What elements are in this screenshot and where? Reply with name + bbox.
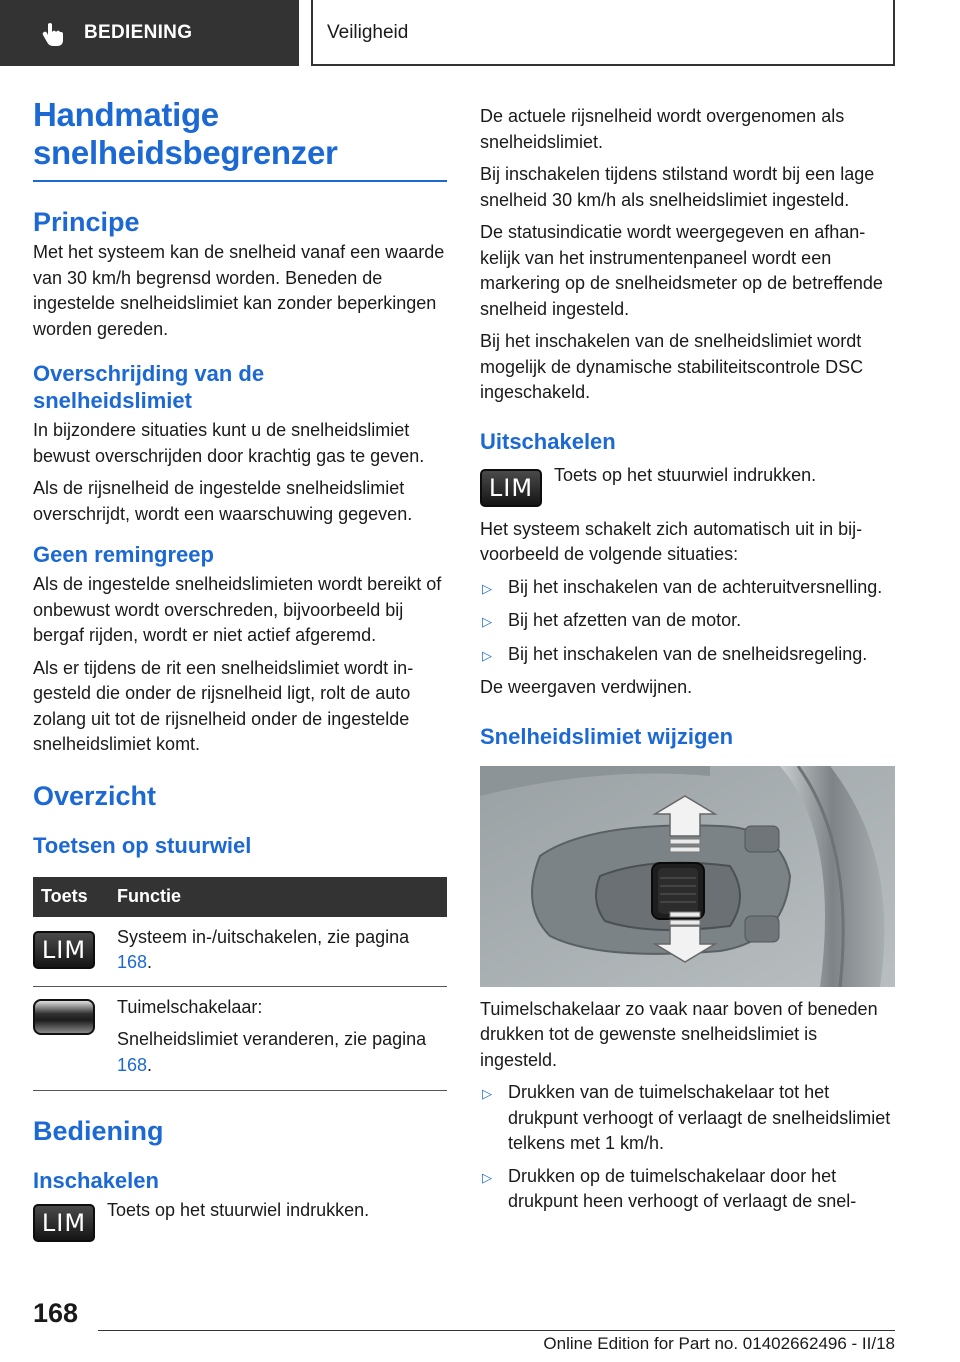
exceed-heading: Overschrijding van de snelheidslimiet xyxy=(33,361,265,413)
list-item: ▷ Bij het afzetten van de motor. xyxy=(480,608,895,635)
row2-text: Snelheidslimiet veranderen, zie pagina xyxy=(117,1029,427,1049)
buttons-table xyxy=(33,877,447,1092)
enable-text: Toets op het stuurwiel indrukken. xyxy=(107,1200,370,1220)
principle-heading: Principe xyxy=(33,207,140,237)
right-p3: De statusindicatie wordt weergegeven en afhankelijk van het instrumentenpaneel wordt een markering op de snelheidsmeter op de betreffende snelheid ingesteld. xyxy=(480,222,883,319)
page-number: 168 xyxy=(33,1298,79,1328)
nobrake-text-1: Als de ingestelde snelheidslimieten wordt bereikt of onbewust wordt overschreden, bijvoorbeeld bij bergaf rijden, wordt er niet actief afgeremd. xyxy=(33,574,442,645)
disable-row xyxy=(480,463,895,507)
bullet-triangle-icon: ▷ xyxy=(482,614,492,629)
page-header xyxy=(0,0,960,66)
page-title: Handmatige snelheidsbegrenzer xyxy=(33,96,338,171)
subsection-tab xyxy=(311,0,895,66)
auto-off-list xyxy=(480,575,895,669)
subsection-label: Veiligheid xyxy=(327,22,409,43)
table-row: LIM Systeem in-/uitschakelen, zie pagina 168. xyxy=(33,917,447,987)
hand-pointer-icon xyxy=(42,22,64,46)
change-heading: Snelheidslimiet wijzigen xyxy=(480,723,734,749)
bullet-triangle-icon: ▷ xyxy=(482,647,492,663)
buttons-heading: Toetsen op stuurwiel xyxy=(33,832,252,858)
right-p4: Bij het inschakelen van de snelheidslimiet wordt mogelijk de dynamische stabiliteitscontrole DSC ingeschakeld. xyxy=(480,331,864,402)
section-tab xyxy=(0,0,299,66)
section-label: BEDIENING xyxy=(84,22,193,43)
enable-heading: Inschakelen xyxy=(33,1168,159,1193)
lim-button-icon: LIM xyxy=(480,469,542,507)
lim-button-icon: LIM xyxy=(33,931,95,969)
steering-wheel-figure xyxy=(480,766,895,987)
enable-row xyxy=(33,1198,447,1242)
exceed-text-1: In bijzondere situaties kunt u de snelheidslimiet bewust overschrijden door krachtig gas te geven. xyxy=(33,420,425,466)
edition-text: Online Edition for Part no. 01402662496 - II/18 xyxy=(543,1334,895,1353)
right-p2: Bij inschakelen tijdens stilstand wordt bij een lage snelheid 30 km/h als snelheidslimiet ingesteld. xyxy=(480,164,875,210)
disable-text: Toets op het stuurwiel indrukken. xyxy=(554,464,817,485)
footer-rule xyxy=(98,1330,895,1331)
col-function-header: Functie xyxy=(117,886,182,906)
list-item: ▷ Drukken van de tuimelschakelaar tot het drukpunt verhoogt of verlaagt de snelheidslimiet telkens met 1 km/h. xyxy=(480,1080,895,1157)
list-item: ▷ Bij het inschakelen van de achteruitversnelling. xyxy=(480,575,895,602)
overview-heading: Overzicht xyxy=(33,780,157,811)
left-column xyxy=(33,96,447,1242)
right-column xyxy=(480,104,895,1215)
row1-text: Systeem in-/uitschakelen, zie pagina xyxy=(117,926,410,947)
rocker-switch-icon xyxy=(33,999,95,1035)
bullet-triangle-icon: ▷ xyxy=(482,1086,492,1101)
bullet-triangle-icon: ▷ xyxy=(482,580,492,596)
principle-text: Met het systeem kan de snelheid vanaf een waarde van 30 km/h begrensd worden. Beneden de ingestelde snelheidslimiet kan zonder beperkingen worden gereden. xyxy=(33,242,445,339)
table-header xyxy=(33,877,447,917)
nobrake-text-2: Als er tijdens de rit een snelheidslimiet wordt ingesteld die onder de rijsnelheid ligt, rolt de auto zolang uit tot de rijsnelheid onder de ingestelde snelheidslimiet komt. xyxy=(33,657,414,754)
row2-page-link[interactable]: 168 xyxy=(117,1054,148,1075)
disable-heading: Uitschakelen xyxy=(480,428,616,454)
nobrake-heading: Geen remingreep xyxy=(33,542,214,567)
operation-heading: Bediening xyxy=(33,1116,164,1146)
row2-line1: Tuimelschakelaar: xyxy=(117,996,263,1017)
bullet-triangle-icon: ▷ xyxy=(482,1169,492,1185)
lim-button-icon: LIM xyxy=(33,1204,95,1242)
list-item: ▷ Drukken op de tuimelschakelaar door het drukpunt heen verhoogt of verlaagt de snel- xyxy=(480,1164,895,1215)
right-p1: De actuele rijsnelheid wordt overgenomen als snelheidslimiet. xyxy=(480,106,845,152)
list-item: ▷ Bij het inschakelen van de snelheidsregeling. xyxy=(480,642,895,669)
row1-page-link[interactable]: 168 xyxy=(117,952,148,972)
col-key-header: Toets xyxy=(41,886,88,906)
steering-wheel-illustration xyxy=(480,766,895,987)
exceed-text-2: Als de rijsnelheid de ingestelde snelheidslimiet overschrijdt, wordt een waarschuwing gegeven. xyxy=(33,478,413,524)
disappear-text: De weergaven verdwijnen. xyxy=(480,677,693,697)
change-text: Tuimelschakelaar zo vaak naar boven of beneden drukken tot de gewenste snelheidslimiet is ingesteld. xyxy=(480,998,878,1070)
change-list xyxy=(480,1080,895,1215)
title-rule xyxy=(33,180,447,182)
auto-off-text: Het systeem schakelt zich automatisch uit in bijvoorbeeld de volgende situaties: xyxy=(480,518,863,564)
table-row: Tuimelschakelaar: Snelheidslimiet veranderen, zie pagina 168. xyxy=(33,987,447,1092)
